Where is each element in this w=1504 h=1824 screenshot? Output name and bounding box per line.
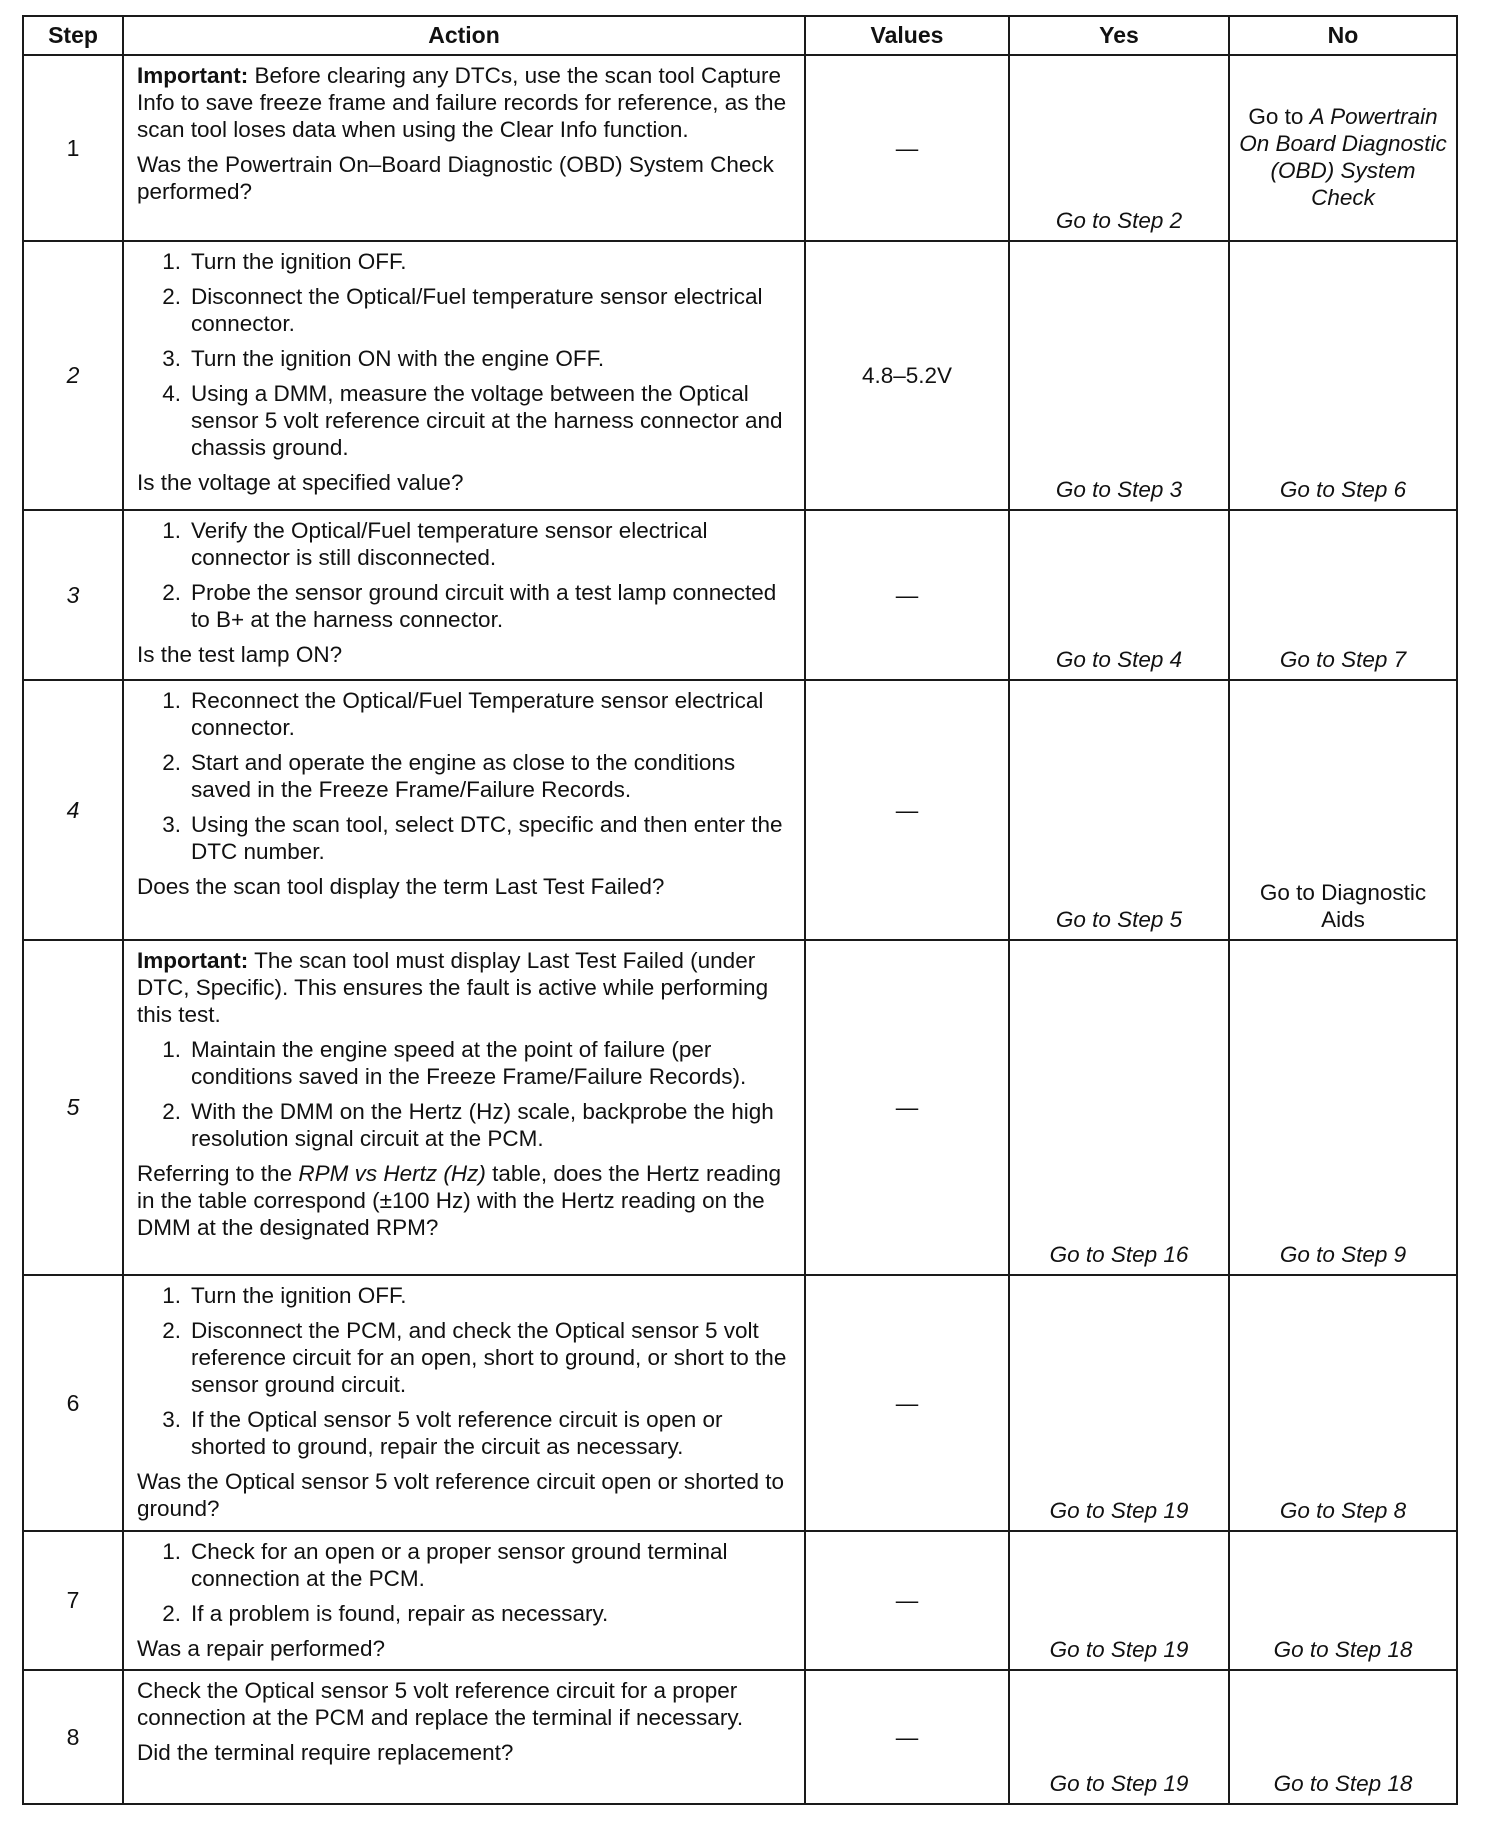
action-steps (137, 517, 794, 633)
values-cell: — (805, 940, 1009, 1275)
action-question: Is the voltage at specified value? (137, 470, 464, 495)
table-row-step-1 (23, 55, 1457, 241)
yes-cell: Go to Step 5 (1009, 680, 1229, 940)
no-cell: Go to Step 7 (1229, 510, 1457, 680)
values-cell: 4.8–5.2V (805, 241, 1009, 510)
values-cell: — (805, 55, 1009, 241)
values-cell: — (805, 510, 1009, 680)
header-action: Action (123, 16, 805, 55)
important-note (137, 62, 794, 143)
action-cell (123, 680, 805, 940)
no-reference: A Powertrain On Board Diagnostic (OBD) System Check (1239, 104, 1447, 210)
values-cell: — (805, 1531, 1009, 1670)
no-cell: Go to Step 18 (1229, 1670, 1457, 1804)
no-cell (1229, 55, 1457, 241)
yes-cell: Go to Step 4 (1009, 510, 1229, 680)
table-row-step-6 (23, 1275, 1457, 1531)
action-cell (123, 1670, 805, 1804)
diagnostic-table-page (22, 15, 1456, 1805)
important-text: Before clearing any DTCs, use the scan tool Capture Info to save freeze frame and failure records for reference, as the scan tool loses data when using the Clear Info function. (137, 63, 787, 142)
table-row-step-5 (23, 940, 1457, 1275)
values-cell: — (805, 1670, 1009, 1804)
table-row-step-4 (23, 680, 1457, 940)
action-question: Is the test lamp ON? (137, 642, 343, 667)
list-item: 4. Using a DMM, measure the voltage between the Optical sensor 5 volt reference circuit at the harness connector and chassis ground. (162, 381, 783, 460)
list-item: 3. Using the scan tool, select DTC, specific and then enter the DTC number. (162, 812, 783, 864)
no-cell: Go to Step 9 (1229, 940, 1457, 1275)
list-item: 2. Disconnect the PCM, and check the Optical sensor 5 volt reference circuit for an open, short to ground, or short to the sensor ground circuit. (162, 1318, 787, 1397)
action-text: Check the Optical sensor 5 volt reference circuit for a proper connection at the PCM and replace the terminal if necessary. (137, 1678, 744, 1730)
action-cell (123, 940, 805, 1275)
step-number: 7 (23, 1531, 123, 1670)
values-cell: — (805, 1275, 1009, 1531)
list-item: 1. Maintain the engine speed at the point of failure (per conditions saved in the Freeze Frame/Failure Records). (162, 1037, 747, 1089)
header-no: No (1229, 16, 1457, 55)
list-item: 2. With the DMM on the Hertz (Hz) scale, backprobe the high resolution signal circuit at the PCM. (162, 1099, 774, 1151)
step-number: 8 (23, 1670, 123, 1804)
yes-cell: Go to Step 19 (1009, 1670, 1229, 1804)
important-label: Important: (137, 948, 249, 973)
list-item: 1. Check for an open or a proper sensor ground terminal connection at the PCM. (162, 1539, 728, 1591)
action-question: Does the scan tool display the term Last Test Failed? (137, 874, 665, 899)
action-steps (137, 1036, 794, 1152)
values-cell: — (805, 680, 1009, 940)
important-note (137, 947, 794, 1028)
action-cell (123, 1531, 805, 1670)
no-cell: Go to Diagnostic Aids (1229, 680, 1457, 940)
important-label: Important: (137, 63, 249, 88)
action-question: Was a repair performed? (137, 1636, 386, 1661)
table-row-step-2 (23, 241, 1457, 510)
action-cell (123, 1275, 805, 1531)
step-number: 2 (23, 241, 123, 510)
step-number: 5 (23, 940, 123, 1275)
table-row-step-7 (23, 1531, 1457, 1670)
important-text: The scan tool must display Last Test Failed (under DTC, Specific). This ensures the fault is active while performing this test. (137, 948, 769, 1027)
diagnostic-table (22, 15, 1458, 1805)
yes-cell: Go to Step 2 (1009, 55, 1229, 241)
header-row (23, 16, 1457, 55)
step-number: 1 (23, 55, 123, 241)
action-question: Did the terminal require replacement? (137, 1740, 514, 1765)
action-steps (137, 687, 794, 865)
list-item: 1. Turn the ignition OFF. (162, 1283, 407, 1308)
no-prefix: Go to (1248, 104, 1304, 129)
step-number: 3 (23, 510, 123, 680)
yes-cell: Go to Step 19 (1009, 1275, 1229, 1531)
yes-cell: Go to Step 19 (1009, 1531, 1229, 1670)
header-yes: Yes (1009, 16, 1229, 55)
list-item: 1. Reconnect the Optical/Fuel Temperature sensor electrical connector. (162, 688, 764, 740)
action-cell (123, 241, 805, 510)
table-row-step-8 (23, 1670, 1457, 1804)
action-steps (137, 248, 794, 461)
no-cell: Go to Step 18 (1229, 1531, 1457, 1670)
list-item: 1. Turn the ignition OFF. (162, 249, 407, 274)
list-item: 3. Turn the ignition ON with the engine OFF. (162, 346, 605, 371)
list-item: 2. Probe the sensor ground circuit with a test lamp connected to B+ at the harness connector. (162, 580, 777, 632)
header-step: Step (23, 16, 123, 55)
yes-cell: Go to Step 3 (1009, 241, 1229, 510)
yes-cell: Go to Step 16 (1009, 940, 1229, 1275)
action-steps (137, 1538, 794, 1627)
no-cell: Go to Step 8 (1229, 1275, 1457, 1531)
action-cell (123, 510, 805, 680)
list-item: 2. Start and operate the engine as close to the conditions saved in the Freeze Frame/Failure Records. (162, 750, 736, 802)
action-steps (137, 1282, 794, 1460)
table-row-step-3 (23, 510, 1457, 680)
step-number: 6 (23, 1275, 123, 1531)
step-number: 4 (23, 680, 123, 940)
list-item: 1. Verify the Optical/Fuel temperature sensor electrical connector is still disconnected. (162, 518, 708, 570)
action-question: Was the Powertrain On–Board Diagnostic (OBD) System Check performed? (137, 152, 774, 204)
header-values: Values (805, 16, 1009, 55)
action-cell (123, 55, 805, 241)
list-item: 2. Disconnect the Optical/Fuel temperature sensor electrical connector. (162, 284, 763, 336)
action-question: Referring to the RPM vs Hertz (Hz) table, does the Hertz reading in the table correspond (±100 Hz) with the Hertz reading on the DMM at the designated RPM? (137, 1161, 782, 1240)
list-item: 3. If the Optical sensor 5 volt reference circuit is open or shorted to ground, repair the circuit as necessary. (162, 1407, 723, 1459)
list-item: 2. If a problem is found, repair as necessary. (162, 1601, 609, 1626)
no-cell: Go to Step 6 (1229, 241, 1457, 510)
action-question: Was the Optical sensor 5 volt reference circuit open or shorted to ground? (137, 1469, 784, 1521)
